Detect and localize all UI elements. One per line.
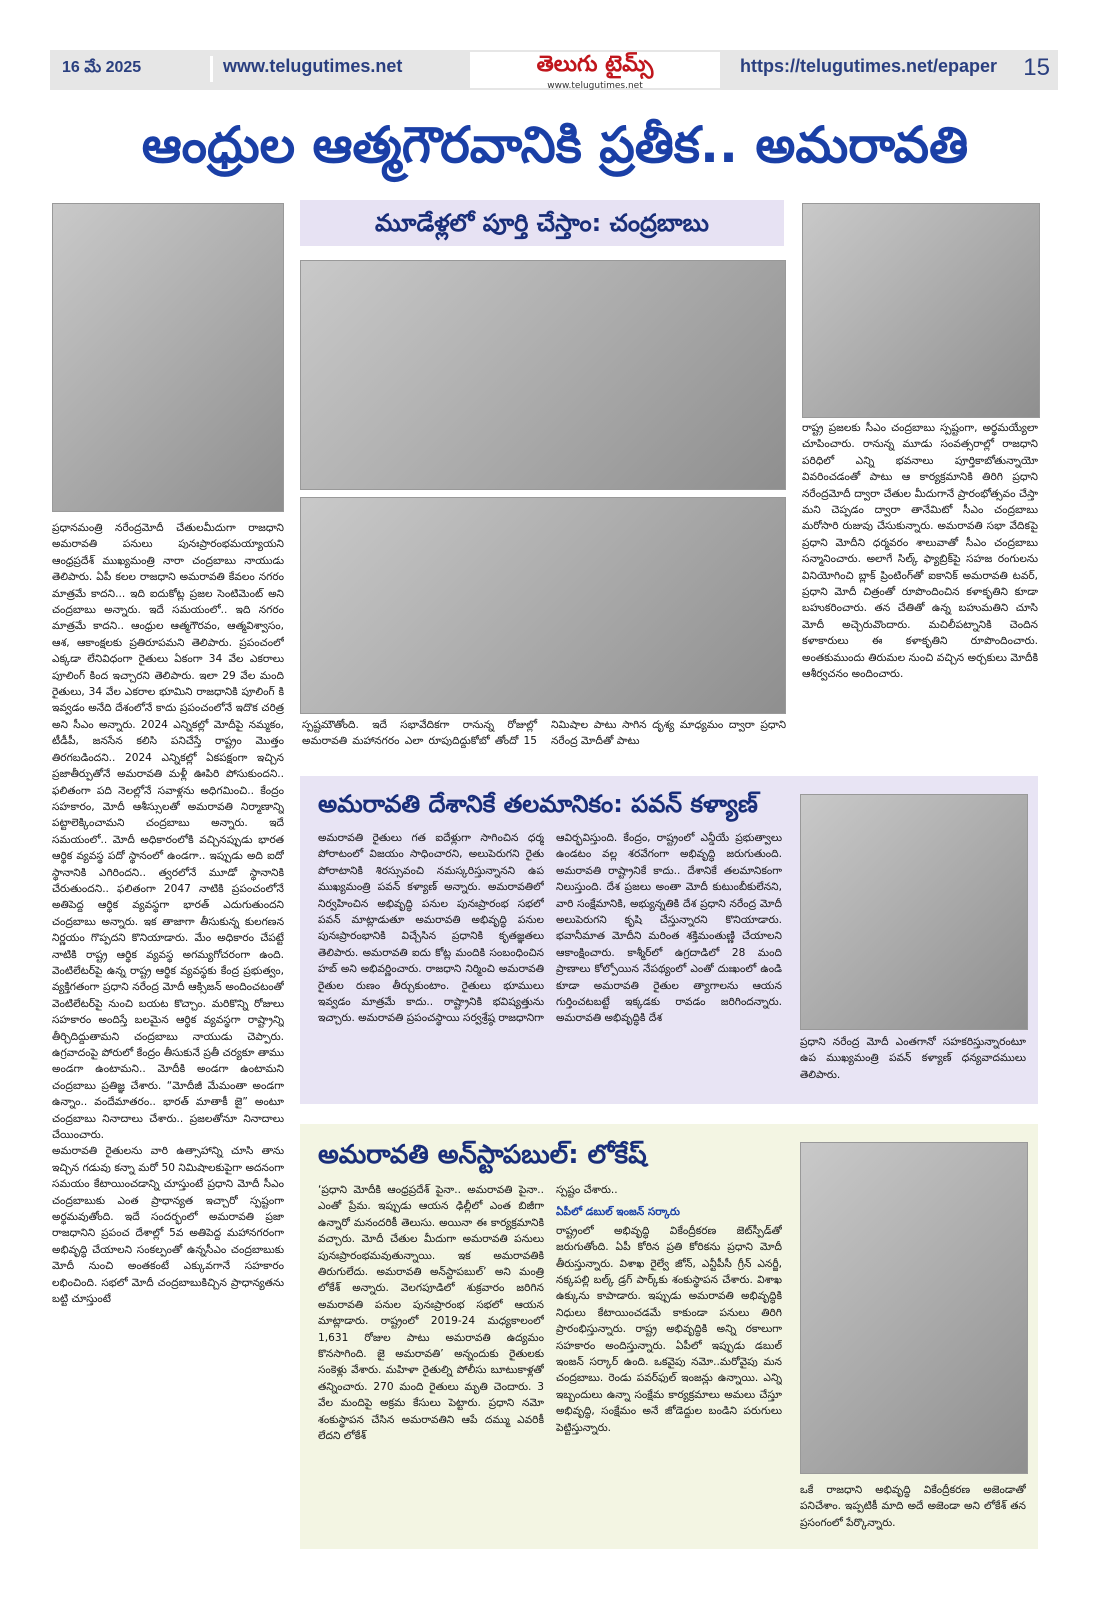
page-header — [50, 50, 1058, 90]
page-number: 15 — [1023, 54, 1050, 81]
section3-caption: ఒకే రాజధాని అభివృద్ధి వికేంద్రీకరణ అజెండాతో పనిచేశాం. ఇప్పటికీ మాది అదే అజెండా అని లోకేశ్ తన ప్రసంగంలో పేర్కొన్నారు. — [800, 1484, 1026, 1529]
epaper-link[interactable]: https://telugutimes.net/epaper — [740, 56, 998, 76]
section3-col-b-text: రాష్ట్రంలో అభివృద్ధి వికేంద్రీకరణ జెట్‌స్పీడ్‌తో జరుగుతోంది. ఏపీ కోరిన ప్రతి కోరికను ప్రధాని మోదీ తీరుస్తున్నారు. విశాఖ రైల్వే జోన్, ఎన్టీపీసీ గ్రీన్ ఎనర్జీ, నక్కపల్లి బల్క్ డ్రగ్ పార్క్‌కు శంకుస్థాపన చేశారు. విశాఖ ఉక్కును కాపాడారు. ఇప్పుడు అమరావతి అభివృద్ధికి నిధులు కేటాయించడమే కాకుండా పనులు తిరిగి ప్రారంభిస్తున్నారు. రాష్ట్ర అభివృద్ధికి అన్ని రకాలుగా సహకారం అందిస్తున్నారు. ఏపీలో ఇప్పుడు డబుల్ ఇంజన్ సర్కార్ ఉంది. ఒకవైపు నమో..మరోవైపు మన చంద్రబాబు. రెండు పవర్‌ఫుల్ ఇంజన్లు ఉన్నాయి. ఎన్ని ఇబ్బందులు ఉన్నా సంక్షేమ కార్యక్రమాలు అమలు చేస్తూ అభివృద్ధి, సంక్షేమం అనే జోడెద్దుల బండిని పరుగులు పెట్టిస్తున్నారు. — [556, 1224, 782, 1434]
section2-caption: ప్రధాని నరేంద్ర మోదీ ఎంతగానో సహకరిస్తున్నారంటూ ఉప ముఖ్యమంత్రి పవన్ కళ్యాణ్ ధన్యవాదములు తెలిపారు. — [800, 1036, 1026, 1081]
section3-headline: అమరావతి అన్‌స్టాపబుల్: లోకేష్ — [318, 1140, 647, 1170]
masthead-logo — [470, 52, 720, 91]
section1-mid-text: స్పష్టమౌతోంది. ఇదే సభావేదికగా రానున్న రోజుల్లో అమరావతి మహానగరం ఎలా రూపుదిద్దుకోబో తోందో 15 నిమిషాల పాటు సాగిన దృశ్య మాధ్యమం ద్వారా ప్రధాని నరేంద్ర మోదీతో పాటు — [302, 719, 786, 748]
section3-col-a: ‘ప్రధాని మోదీకి ఆంధ్రప్రదేశ్ పైనా.. అమరావతి పైనా.. ఎంతో ప్రేమ. ఇప్పుడు ఆయన ఢిల్లీలో ఎంత బిజీగా ఉన్నారో మనందరికీ తెలుసు. అయినా ఈ కార్యక్రమానికి వచ్చారు. మోదీ చేతుల మీదుగా అమరావతి పనులు పునఃప్రారంభమవుతున్నాయి. ఇక అమరావతికి తిరుగులేదు. అమరావతి అన్‌స్టాపబుల్’ అని మంత్రి లోకేశ్ అన్నారు. వెలగపూడిలో శుక్రవారం జరిగిన అమరావతి పనుల పునఃప్రారంభ సభలో ఆయన మాట్లాడారు. రాష్ట్రంలో 2019-24 మధ్యకాలంలో 1,631 రోజుల పాటు అమరావతి ఉద్యమం కొనసాగింది. జై అమరావతి’ అన్నందుకు రైతులకు సంకెళ్లు వేశారు. మహిళా రైతుల్ని పోలీసు బూటుకాళ్లతో తన్నించారు. 270 మంది రైతులు మృతి చెందారు. 3 వేల మందిపై అక్రమ కేసులు పెట్టారు. ప్రధాని నమో శంకుస్థాపన చేసిన అమరావతిని ఆపే దమ్ము ఎవరికీ లేదని లోకేశ్ — [318, 1184, 544, 1443]
section1-subhead: మూడేళ్లలో పూర్తి చేస్తాం: చంద్రబాబు — [300, 200, 784, 246]
section3-subhead: ఏపీలో డబుల్ ఇంజన్ సర్కారు — [556, 1206, 680, 1219]
section2-col-b: ఆవిర్భవిస్తుంది. కేంద్రం, రాష్ట్రంలో ఎన్డీయే ప్రభుత్వాలు ఉండటం వల్ల శరవేగంగా అభివృద్ధి జరుగుతుంది. అమరావతి రాష్ట్రానికే కాదు.. దేశానికే తలమానికంగా నిలుస్తుంది. దేశ ప్రజలు అంతా మోదీ కుటుంబీకులేనని, వారి సంక్షేమానికి, అభ్యున్నతికి దేశ ప్రధాని నరేంద్ర మోదీ అలుపెరుగని కృషి చేస్తున్నారని కొనియాడారు. భవానీమాత మోదీని మరింత శక్తిమంతుణ్ణి చేయాలని ఆకాంక్షించారు. కాశ్మీర్‌లో ఉగ్రదాడిలో 28 మంది ప్రాణాలు కోల్పోయిన నేపథ్యంలో ఎంతో దుఃఖంలో ఉండి కూడా అమరావతి రైతుల త్యాగాలను ఆయన గుర్తించటబట్టే ఇక్కడకు రావడం జరిగిందన్నారు. అమరావతి అభివృద్ధికి దేశ — [556, 832, 782, 1025]
photo-modi-pawan — [800, 794, 1028, 1030]
section2-headline: అమరావతి దేశానికే తలమానికం: పవన్ కళ్యాణ్ — [318, 790, 758, 818]
website-link[interactable]: www.telugutimes.net — [210, 56, 402, 82]
section1-column-1 — [52, 520, 284, 1545]
section1-right-column: రాష్ట్ర ప్రజలకు సీఎం చంద్రబాబు స్పష్టంగా, అర్థమయ్యేలా చూపించారు. రానున్న మూడు సంవత్సరాల్లో రాజధాని పరిధిలో ఎన్ని భవనాలు పూర్తికాబోతున్నాయో వివరించడంతో పాటు ఆ కార్యక్రమానికి తిరిగి ప్రధాని నరేంద్రమోదీ ద్వారా చేతుల మీదుగానే ప్రారంభోత్సవం చేస్తా మని చెప్పడం ద్వారా తానేమిటో సీఎం చంద్రబాబు మరోసారి రుజువు చేసుకున్నారు. అమరావతి సభా వేదికపై ప్రధాని మోదీని ధర్మవరం శాలువాతో సీఎం చంద్రబాబు సన్మానించారు. అలాగే సిల్క్ ఫ్యాబ్రిక్‌పై సహజ రంగులను వినియోగించి బ్లాక్ ప్రింటింగ్‌తో ఐకానిక్ అమరావతి టవర్, ప్రధాని మోదీ చిత్రంతో రూపొందించిన కళాకృతిని కూడా బహుకరించారు. తన చేతితో ఉన్న బహుమతిని చూసి మోదీ అచ్చెరువొందారు. మచిలీపట్నానికి చెందిన కళాకారులు ఈ కళాకృతిని రూపొందించారు. అంతకుముందు తిరుమల నుంచి వచ్చిన అర్చకులు మోదీకి ఆశీర్వచనం అందించారు. — [802, 422, 1038, 681]
section1-col1-text-b: అమరావతి రైతులను వారి ఉత్సాహాన్ని చూసి తాను ఇచ్చిన గడువు కన్నా మరో 50 నిమిషాలకుపైగా అదనంగా సమయం కేటాయించడాన్ని చూస్తుంటే ప్రధాని మోదీ సీఎం చంద్రబాబుకు ఎంత ప్రాధాన్యత ఇచ్చారో స్పష్టంగా అర్థమవుతోంది. ఇదే సందర్భంలో అమరావతి ప్రజా రాజధానిని ప్రపంచ దేశాల్లో 5వ అతిపెద్ద మహానగరంగా అభివృద్ధి చేయాలని సంకల్పంతో ఉన్నసీఎం చంద్రబాబుకు మోదీ నుంచి అంతకంటే ఎక్కువగానే సహకారం లభించింది. సభలో మోదీ చంద్రబాబుకిచ్చిన ప్రాధాన్యతను బట్టి చూస్తుంటే — [52, 1145, 284, 1306]
photo-leaders-greeting — [300, 497, 786, 714]
section1-col1-text: ప్రధానమంత్రి నరేంద్రమోదీ చేతులమీదుగా రాజధాని అమరావతి పనులు పునఃప్రారంభమయ్యాయని ఆంధ్రప్రదేశ్ ముఖ్యమంత్రి నారా చంద్రబాబు నాయుడు తెలిపారు. ఏపీ కలల రాజధాని అమరావతి కేవలం నగరం మాత్రమే కాదని... ఇది ఐదుకోట్ల ప్రజల సెంటిమెంట్ అని చంద్రబాబు అన్నారు. ఇదే సమయంలో.. ఇది నగరం మాత్రమే కాదని.. ఆంధ్రుల ఆత్మగౌరవం, ఆత్మవిశ్వాసం, ఆశ, ఆకాంక్షలకు ప్రతిరూపమని తెలిపారు. ప్రపంచంలో ఎక్కడా లేనివిధంగా రైతులు ఏకంగా 34 వేల ఎకరాలు పూలింగ్ కింద ఇచ్చారని తెలిపారు. ఇలా 29 వేల మంది రైతులు, 34 వేల ఎకరాల భూమిని రాజధానికి పూలింగ్ కి ఇవ్వడం అనేది దేశంలోనే కాదు ప్రపంచంలోనే ఇదొక చరిత్ర అని సీఎం అన్నారు. 2024 ఎన్నికల్లో మోదీపై నమ్మకం, టీడీపీ, జనసేన కలిసి పనిచేస్తే రాష్ట్రం మొత్తం తిరగబడిందని.. 2024 ఎన్నికల్లో ఏకపక్షంగా ఇచ్చిన ప్రజాతీర్పుతోనే అమరావతి మళ్లీ ఊపిరి పోసుకుందని.. ఫలితంగా పది నెలల్లోనే సవాళ్లను అధిగమించి.. కేంద్రం సహకారం, మోదీ ఆశీస్సులతో అమరావతి నిర్మాణాన్ని పట్టాలెక్కించామని చంద్రబాబు అన్నారు. ఇదే సమయంలో.. మోదీ అధికారంలోకి వచ్చినప్పుడు భారత ఆర్థిక వ్యవస్థ పదో స్థానంలో ఉండగా.. ఇప్పుడు అది ఐదో స్థానానికి ఎగిరిందని.. త్వరలోనే మూడో స్థానానికి చేరుతుందని.. ఫలితంగా 2047 నాటికి ప్రపంచంలోనే అతిపెద్ద ఆర్థిక వ్యవస్థగా భారత్ ఎదుగుతుందని చంద్రబాబు అన్నారు. ఇక తాజాగా తీసుకున్న కులగణన నిర్ణయం గొప్పదని కొనియాడారు. మేం అధికారం చేపట్టే నాటికి రాష్ట్ర ఆర్థిక వ్యవస్థ అగమ్యగోచరంగా ఉంది. వెంటిలేటర్‌పై ఉన్న రాష్ట్ర ఆర్థిక వ్యవస్థకు కేంద్ర ప్రభుత్వం, వ్యక్తిగతంగా ప్రధాని నరేంద్ర మోదీ ఆక్సిజన్ అందించటంతో వెంటిలేటర్‌పై నుంచి బయట కొచ్చాం. మరికొన్ని రోజులు సహకారం అందిస్తే బలమైన ఆర్థిక వ్యవస్థగా రాష్ట్రాన్ని తీర్చిదిద్దుతామని చంద్రబాబు నాయుడు చెప్పారు. ఉగ్రవాదంపై పోరులో కేంద్రం తీసుకునే ప్రతీ చర్యకూ తాము అండగా ఉంటామని.. మోదీకి అండగా ఉంటామని చంద్రబాబు ప్రతిజ్ఞ చేశారు. “మోదీజీ మేమంతా అండగా ఉన్నాం.. వందేమాతరం.. భారత్ మాతాకీ జై” అంటూ చంద్రబాబు నినాదాలు చేశారు.. ప్రజలతోనూ నినాదాలు చేయించారు. — [52, 522, 284, 1142]
logo-text: తెలుగు టైమ్స్ — [536, 52, 654, 77]
section3-col-b-intro: స్పష్టం చేశారు.. — [556, 1184, 618, 1196]
photo-chandrababu-podium — [52, 203, 284, 512]
photo-crowd — [300, 260, 786, 490]
main-headline: ఆంధ్రుల ఆత్మగౌరవానికి ప్రతీక.. అమరావతి — [141, 116, 969, 174]
section3-col-b — [556, 1182, 782, 1542]
logo-subtext: www.telugutimes.net — [547, 81, 643, 91]
section2-col-a: అమరావతి రైతులు గత ఐదేళ్లుగా సాగించిన ధర్మ పోరాటంలో విజయం సాధించారని, అలుపెరుగని రైతు పోరాటానికి శిరస్సువంచి నమస్కరిస్తున్నానని ఉప ముఖ్యమంత్రి పవన్ కళ్యాణ్ అన్నారు. అమరావతిలో నిర్వహించిన అభివృద్ధి పనుల పునఃప్రారంభ సభలో పవన్ మాట్లాడుతూ అమరావతి అభివృద్ధి పనుల పునఃప్రారంభానికి విచ్చేసిన ప్రధానికి కృతజ్ఞతలు తెలిపారు. అమరావతి ఐదు కోట్ల మందికి సంబంధించిన హబ్ అని అభివర్ణించారు. రాజధాని నిర్మించి అమరావతి రైతుల రుణం తీర్చుకుంటాం. రైతులు భూములు ఇవ్వడం మాత్రమే కాదు.. రాష్ట్రానికి భవిష్యత్తును ఇచ్చారు. అమరావతి ప్రపంచస్థాయి సర్వశ్రేష్ఠ రాజధానిగా — [318, 832, 544, 1025]
issue-date: 16 మే 2025 — [62, 59, 142, 76]
photo-gift-presentation — [802, 203, 1040, 418]
photo-modi-lokesh — [800, 1142, 1028, 1474]
